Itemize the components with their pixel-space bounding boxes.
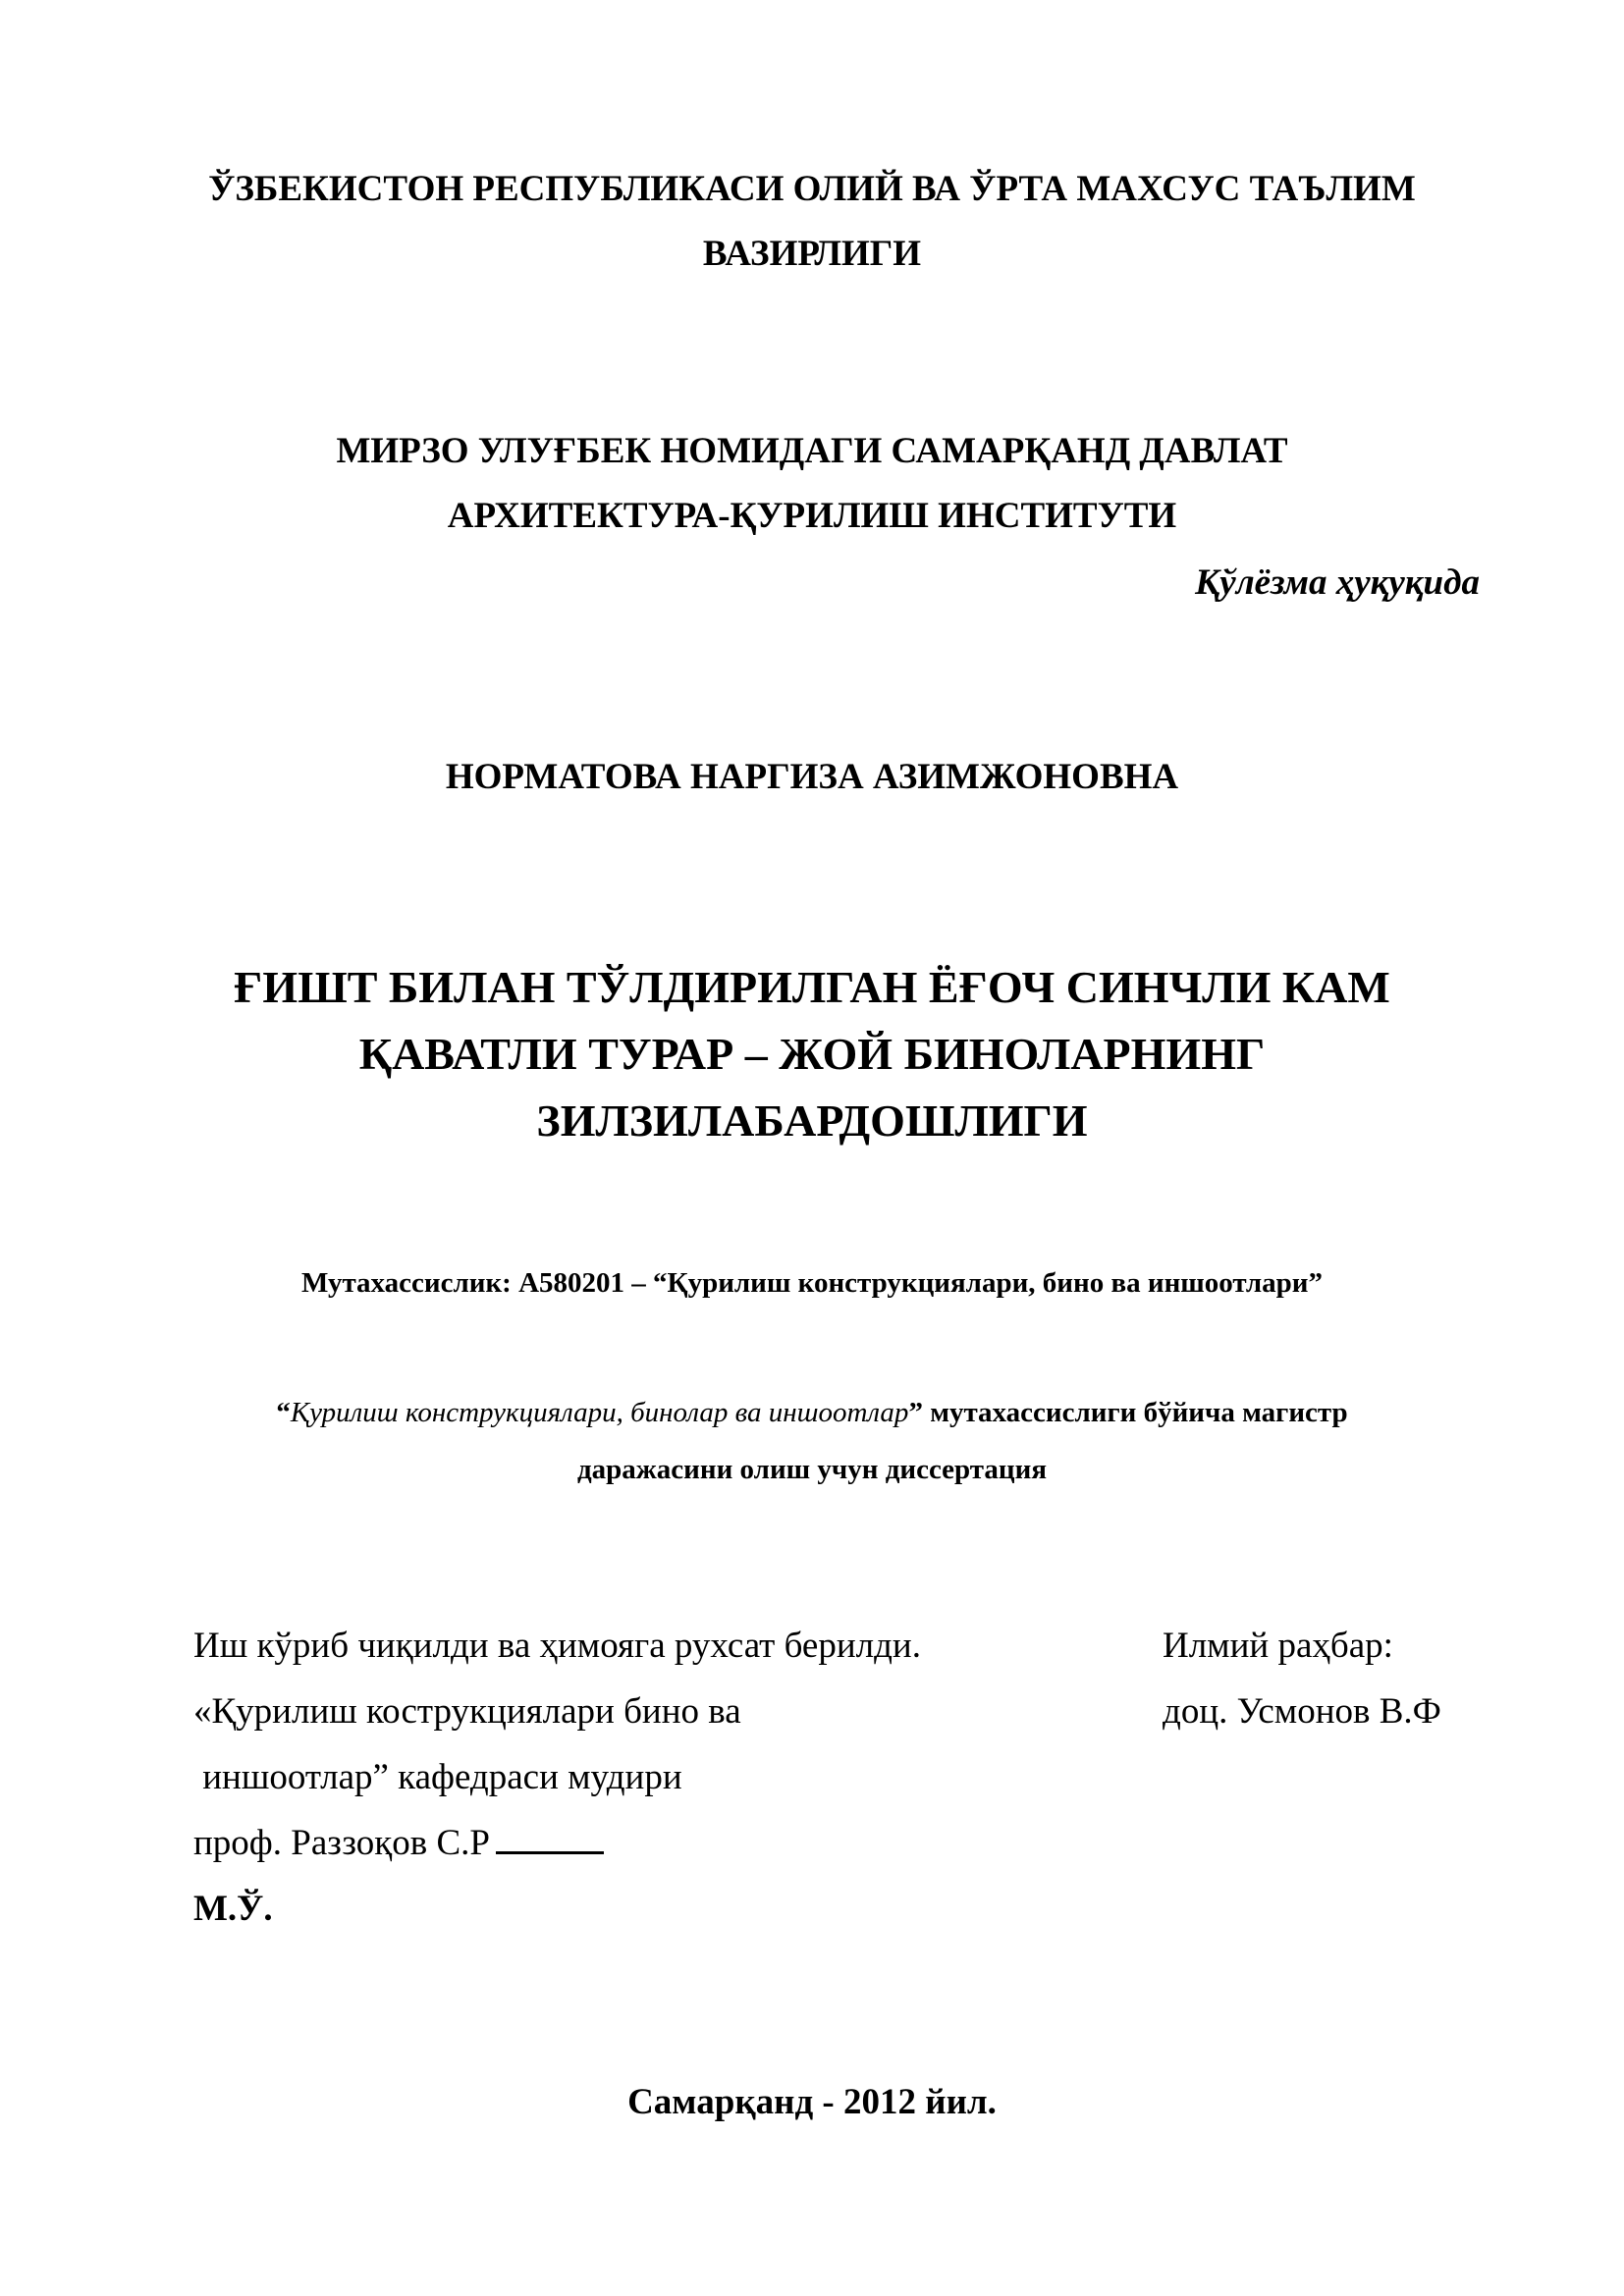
supervisor-label: Илмий раҳбар: — [1163, 1626, 1393, 1666]
supervisor-block — [1163, 1613, 1441, 1744]
title-line-3: ЗИЛЗИЛАБАРДОШЛИГИ — [536, 1095, 1088, 1146]
institute-line-1: МИРЗО УЛУҒБЕК НОМИДАГИ САМАРҚАНД ДАВЛАТ — [336, 431, 1288, 471]
approval-line-3: иншоотлар” кафедраси мудири — [193, 1757, 682, 1797]
institute-line-2: АРХИТЕКТУРА-ҚУРИЛИШ ИНСТИТУТИ — [447, 496, 1177, 536]
purpose-line-1 — [0, 1384, 1624, 1441]
manuscript-rights-note: Қўлёзма ҳуқуқида — [1195, 562, 1480, 603]
title-line-2: ҚАВАТЛИ ТУРАР – ЖОЙ БИНОЛАРНИНГ — [358, 1029, 1266, 1079]
purpose-rest: ” мутахассислиги бўйича магистр — [908, 1397, 1348, 1428]
signature-blank — [496, 1822, 604, 1854]
dissertation-title — [0, 954, 1624, 1154]
approval-block — [193, 1613, 921, 1942]
approval-line-1: Иш кўриб чиқилди ва ҳимояга рухсат берилди. — [193, 1626, 921, 1666]
purpose-line-2: даражасини олиш учун диссертация — [576, 1454, 1048, 1485]
stamp-place: М.Ў. — [193, 1889, 273, 1929]
purpose-open-quote: “ — [276, 1397, 291, 1428]
ministry-line-1: ЎЗБЕКИСТОН РЕСПУБЛИКАСИ ОЛИЙ ВА ЎРТА МАХСУС ТАЪЛИМ — [208, 169, 1416, 209]
institute-heading — [0, 419, 1624, 549]
author-name: НОРМАТОВА НАРГИЗА АЗИМЖОНОВНА — [445, 757, 1179, 797]
ministry-heading — [0, 157, 1624, 287]
supervisor-name: доц. Усмонов В.Ф — [1163, 1691, 1441, 1732]
approval-line-2: «Қурилиш кострукциялари бино ва — [193, 1691, 741, 1732]
purpose-specialty-italic: Қурилиш конструкциялари, бинолар ва иншоотлар — [290, 1397, 909, 1428]
approval-signer-line — [193, 1810, 921, 1876]
approval-signer: проф. Раззоқов С.Р — [193, 1823, 490, 1863]
ministry-line-2: ВАЗИРЛИГИ — [702, 234, 922, 274]
city-year: Самарқанд - 2012 йил. — [627, 2082, 997, 2122]
title-line-1: ҒИШТ БИЛАН ТЎЛДИРИЛГАН ЁҒОЧ СИНЧЛИ КАМ — [234, 962, 1390, 1012]
specialty-line: Мутахассислик: А580201 – “Қурилиш конструкциялари, бино ва иншоотлари” — [300, 1267, 1324, 1299]
degree-purpose — [0, 1384, 1624, 1498]
